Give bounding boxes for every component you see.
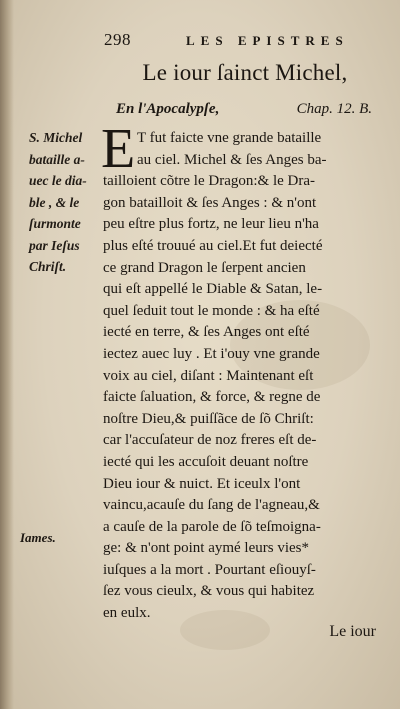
section-title: Le iour ſainct Michel, — [142, 60, 348, 85]
scripture-reference — [104, 101, 386, 121]
drop-cap: E — [101, 118, 136, 180]
page-header — [104, 30, 386, 52]
text-line: iecté en terre, & ſes Anges ont eſté — [103, 324, 310, 341]
text-line: voix au ciel, diſant : Maintenant eſt — [103, 367, 314, 384]
text-line: ce grand Dragon le ſerpent ancien — [103, 259, 306, 276]
margin-note-line: ſurmonte — [29, 216, 81, 231]
running-head: LES EPISTRES — [186, 33, 349, 48]
text-line: en eulx. — [103, 605, 151, 622]
text-line: iectez auec luy . Et i'ouy vne grande — [103, 345, 320, 362]
margin-note-line: Chriſt. — [29, 259, 67, 274]
margin-reference: Iames. — [20, 530, 56, 545]
margin-note — [29, 127, 103, 278]
body-text — [103, 128, 388, 625]
text-line: au ciel. Michel & ſes Anges ba- — [137, 151, 327, 168]
margin-note-line: S. Michel — [29, 130, 83, 145]
text-line: qui eſt appellé le Diable & Satan, le- — [103, 281, 323, 298]
text-line: faicte ſaluation, & force, & regne de — [103, 389, 321, 406]
text-line: plus eſté trouué au ciel.Et fut deiecté — [103, 237, 323, 254]
text-line: ge: & n'ont point aymé leurs vies* — [103, 540, 310, 557]
text-line: noſtre Dieu,& puiſſãce de ſõ Chriſt: — [103, 410, 314, 427]
text-line: gon batailloit & ſes Anges : & n'ont — [103, 194, 317, 211]
text-line: T fut faicte vne grande bataille — [137, 130, 322, 146]
text-line: quel ſeduit tout le monde : & ha eſté — [103, 302, 320, 319]
text-line: iecté qui les accuſoit deuant noſtre — [103, 453, 309, 470]
text-line: ſez vous cieulx, & vous qui habitez — [103, 583, 315, 600]
margin-note-line: uec le dia- — [29, 173, 87, 188]
text-line: peu eſtre plus fortz, ne leur lieu n'ha — [103, 216, 319, 233]
margin-note-line: bataille a- — [29, 151, 85, 167]
text-line: car l'accuſateur de noz freres eſt de- — [103, 432, 317, 449]
text-line: iuſques a la mort . Pourtant eſiouyſ- — [103, 561, 316, 578]
margin-note-line: par Ieſus — [29, 237, 80, 253]
text-line: Dieu iour & nuict. Et iceulx l'ont — [103, 475, 301, 492]
text-line: vaincu,acauſe du ſang de l'agneau,& — [103, 497, 320, 514]
page-number: 298 — [104, 30, 131, 49]
margin-note-line: ble , & le — [29, 194, 80, 210]
reference-book: En l'Apocalypſe, — [116, 101, 220, 117]
catchword: Le iour — [329, 623, 376, 640]
reference-chapter: Chap. 12. B. — [296, 101, 372, 117]
text-line: tailloient cõtre le Dragon:& le Dra- — [103, 173, 315, 190]
text-line: a cauſe de la parole de ſõ teſmoigna- — [103, 518, 321, 535]
